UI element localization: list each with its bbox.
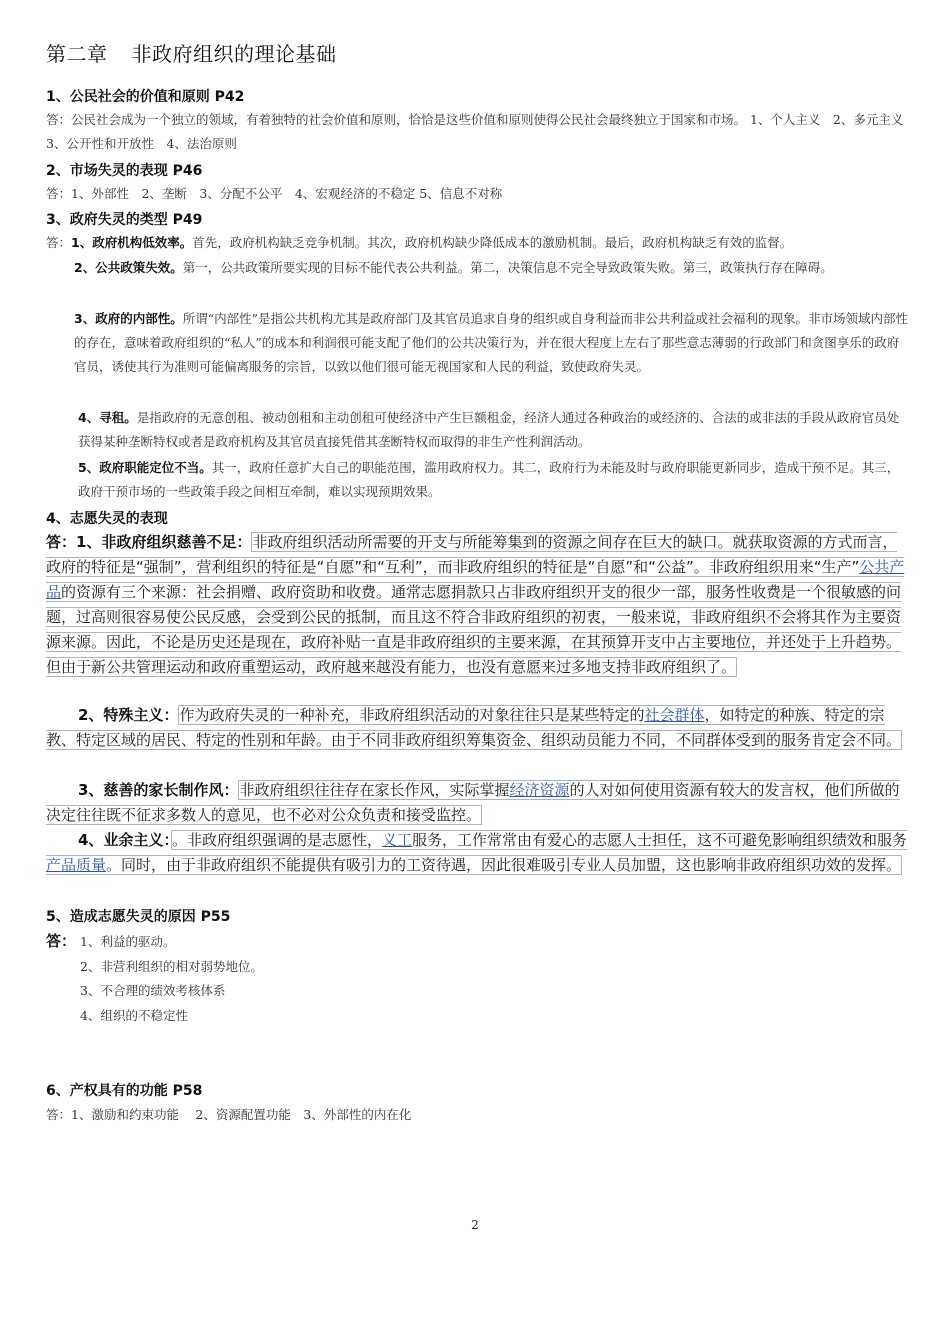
answer-prefix: 答： xyxy=(46,235,72,250)
section-2-heading: 2、市场失灵的表现 P46 xyxy=(46,163,203,179)
economic-resources-link[interactable]: 经济资源 xyxy=(509,781,570,799)
section-3-heading: 3、政府失灵的类型 P49 xyxy=(46,212,203,228)
list-item: 1、利益的驱动。 xyxy=(80,934,176,949)
section-5-answer-prefix: 答： xyxy=(46,932,77,950)
public-goods-link[interactable]: 公共产品 xyxy=(46,558,905,601)
section-3-item-3 xyxy=(74,307,910,379)
item-label: 2、特殊主义： xyxy=(78,706,179,724)
section-5-heading: 5、造成志愿失灵的原因 P55 xyxy=(46,909,231,925)
section-1-answer: 答：公民社会成为一个独立的领域，有着独特的社会价值和原则，恰恰是这些价值和原则使得公民社会最终独立于国家和市场。 1、个人主义 2、多元主义 3、公开性和开放性 4、法治原则 xyxy=(46,112,920,151)
section-1-heading: 1、公民社会的价值和原则 P42 xyxy=(46,89,245,105)
chapter-label: 第二章 xyxy=(46,42,108,66)
chapter-name: 非政府组织的理论基础 xyxy=(131,42,337,66)
section-4-item-2 xyxy=(46,703,910,753)
section-3-item-5 xyxy=(78,456,910,504)
item-text: 是指政府的无意创租、被动创租和主动创租可使经济中产生巨额租金，经济人通过各种政治的或经济的、合法的或非法的手段从政府官员处获得某种垄断特权或者是政府机构及其官员直接凭借其垄断特权而取得的非生产性利润活动。 xyxy=(78,410,900,449)
section-6-heading: 6、产权具有的功能 P58 xyxy=(46,1083,203,1099)
social-group-link[interactable]: 社会群体 xyxy=(644,706,705,724)
item-text: 所谓“内部性”是指公共机构尤其是政府部门及其官员追求自身的组织或自身利益而非公共利益或社会福利的现象。非市场领域内部性的存在，意味着政府组织的“私人”的成本和利润很可能支配了他们的公共决策行为，并在很大程度上左右了那些意志薄弱的行政部门和贪图享乐的政府官员，诱使其行为准则可能偏离服务的宗旨，以致以他们很可能无视国家和人民的利益，致使政府失灵。 xyxy=(74,311,908,374)
section-2-answer: 答：1、外部性 2、垄断 3、分配不公平 4、宏观经济的不稳定 5、信息不对称 xyxy=(46,186,503,201)
item-text: 其一，政府任意扩大自己的职能范围，滥用政府权力。其二，政府行为未能及时与政府职能更新同步，造成干预不足。其三，政府干预市场的一些政策手段之间相互牵制，难以实现预期效果。 xyxy=(78,460,900,499)
section-6-answer: 答：1、激励和约束功能 2、资源配置功能 3、外部性的内在化 xyxy=(46,1107,412,1122)
section-5-list xyxy=(80,930,263,1028)
section-3-item-2 xyxy=(74,256,910,280)
section-4-item-3 xyxy=(46,778,910,828)
item-label: 4、寻租。 xyxy=(78,410,137,425)
item-label: 3、慈善的家长制作风： xyxy=(78,781,239,799)
section-4-item-4 xyxy=(46,828,910,878)
item-text: 。非政府组织强调的是志愿性，义工服务，工作常常由有爱心的志愿人士担任，这不可避免影响组织绩效和服务产品质量。同时，由于非政府组织不能提供有吸引力的工资待遇，因此很难吸引专业人员加盟，这也影响非政府组织功效的发挥。 xyxy=(46,831,907,874)
item-label: 2、公共政策失效。 xyxy=(74,260,183,275)
item-label: 4、业余主义： xyxy=(78,831,171,849)
item-label: 3、政府的内部性。 xyxy=(74,311,183,326)
item-text: 第一，公共政策所要实现的目标不能代表公共利益。第二，决策信息不完全导致政策失败。第三，政策执行存在障碍。 xyxy=(182,260,833,275)
item-text: 非政府组织活动所需要的开支与所能筹集到的资源之间存在巨大的缺口。就获取资源的方式而言，政府的特征是“强制”，营利组织的特征是“自愿”和“互利”，而非政府组织的特征是“自愿”和“公益”。非政府组织用来“生产”公共产品的资源有三个来源：社会捐赠、政府资助和收费。通常志愿捐款只占非政府组织开支的很少一部，服务性收费是一个很敏感的问题，过高则很容易使公民反感，会受到公民的抵制，而且这不符合非政府组织的初衷，一般来说，非政府组织不会将其作为主要资源来源。因此，不论是历史还是现在，政府补贴一直是非政府组织的主要来源，在其预算开支中占主要地位，并还处于上升趋势。但由于新公共管理运动和政府重塑运动，政府越来越没有能力，也没有意愿来过多地支持非政府组织了。 xyxy=(46,533,905,676)
item-text: 非政府组织往往存在家长作风，实际掌握经济资源的人对如何使用资源有较大的发言权，他们所做的决定往往既不征求多数人的意见，也不必对公众负责和接受监控。 xyxy=(46,781,900,824)
list-item: 2、非营利组织的相对弱势地位。 xyxy=(80,958,263,974)
list-item: 3、不合理的绩效考核体系 xyxy=(80,983,226,998)
section-3-item-1 xyxy=(46,231,912,255)
item-text: 首先，政府机构缺乏竞争机制。其次，政府机构缺少降低成本的激励机制。最后，政府机构缺乏有效的监督。 xyxy=(192,235,793,250)
chapter-title xyxy=(46,38,337,67)
item-label: 答：1、非政府组织慈善不足： xyxy=(46,533,252,551)
volunteer-link[interactable]: 义工 xyxy=(381,831,412,849)
product-quality-link[interactable]: 产品质量 xyxy=(46,856,107,874)
item-label: 1、政府机构低效率。 xyxy=(71,235,193,250)
section-3-item-4 xyxy=(78,406,910,454)
section-4-item-1 xyxy=(46,530,910,680)
section-4-heading: 4、志愿失灵的表现 xyxy=(46,511,168,527)
item-text: 作为政府失灵的一种补充，非政府组织活动的对象往往只是某些特定的社会群体，如特定的种族、特定的宗教、特定区域的居民、特定的性别和年龄。由于不同非政府组织筹集资金、组织动员能力不同，不同群体受到的服务肯定会不同。 xyxy=(46,706,902,749)
item-label: 5、政府职能定位不当。 xyxy=(78,460,212,475)
page-number: 2 xyxy=(471,1218,479,1232)
list-item: 4、组织的不稳定性 xyxy=(80,1007,188,1023)
